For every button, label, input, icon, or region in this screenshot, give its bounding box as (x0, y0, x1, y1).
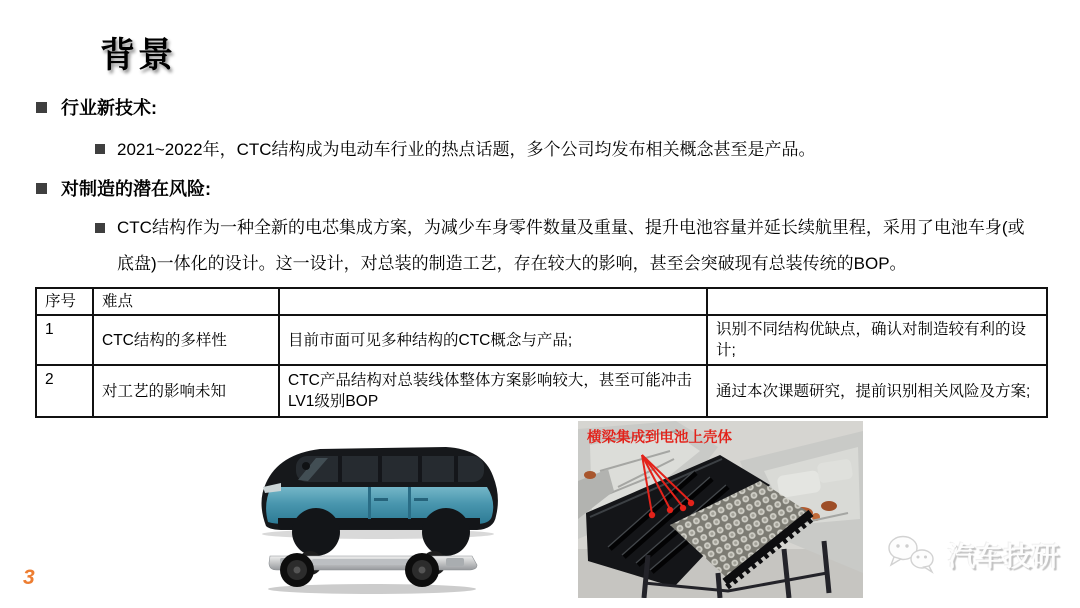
bullet-ctc-trend-text: 2021~2022年，CTC结构成为电动车行业的热点话题，多个公司均发布相关概念甚至是产品。 (117, 140, 816, 159)
annotation-label: 横梁集成到电池上壳体 (587, 430, 732, 446)
square-bullet-icon (95, 223, 105, 233)
cell-goal-2: 通过本次课题研究，提前识别相关风险及方案; (707, 365, 1047, 417)
header-col3 (279, 288, 707, 315)
wechat-logo-icon (884, 532, 940, 576)
square-bullet-icon (36, 102, 47, 113)
bullet-manufacturing-risk-label: 对制造的潜在风险: (61, 179, 211, 199)
ctc-battery-photo (578, 421, 863, 598)
square-bullet-icon (36, 183, 47, 194)
header-col4 (707, 288, 1047, 315)
cell-difficulty-2: 对工艺的影响未知 (93, 365, 279, 417)
header-difficulty: 难点 (93, 288, 279, 315)
cell-desc-2: CTC产品结构对总装线体整体方案影响较大，甚至可能冲击LV1级别BOP (279, 365, 707, 417)
cell-seq-2: 2 (36, 365, 93, 417)
header-seq: 序号 (36, 288, 93, 315)
cell-goal-1: 识别不同结构优缺点，确认对制造较有利的设计; (707, 315, 1047, 365)
bullet-ctc-design (95, 210, 1032, 282)
cell-difficulty-1: CTC结构的多样性 (93, 315, 279, 365)
bullet-industry-tech (36, 97, 157, 119)
car-and-chassis-image (250, 436, 504, 598)
square-bullet-icon (95, 144, 105, 154)
page-number: 3 (23, 566, 35, 589)
table-row (36, 365, 1047, 417)
watermark (884, 532, 1060, 576)
cell-desc-1: 目前市面可见多种结构的CTC概念与产品; (279, 315, 707, 365)
bullet-industry-tech-label: 行业新技术: (61, 98, 157, 118)
risk-table (35, 287, 1048, 418)
page-title: 背景 (100, 36, 177, 75)
bullet-manufacturing-risk (36, 178, 211, 200)
bullet-ctc-design-text: CTC结构作为一种全新的电芯集成方案，为减少车身零件数量及重量、提升电池容量并延长续航里程，采用了电池车身(或底盘)一体化的设计。这一设计，对总装的制造工艺，存在较大的影响，甚至会突破现有总装传统的BOP。 (117, 218, 1025, 273)
table-header-row (36, 288, 1047, 315)
bullet-ctc-trend (95, 139, 816, 161)
table-row (36, 315, 1047, 365)
cell-seq-1: 1 (36, 315, 93, 365)
watermark-text: 汽车技研 (948, 541, 1060, 572)
